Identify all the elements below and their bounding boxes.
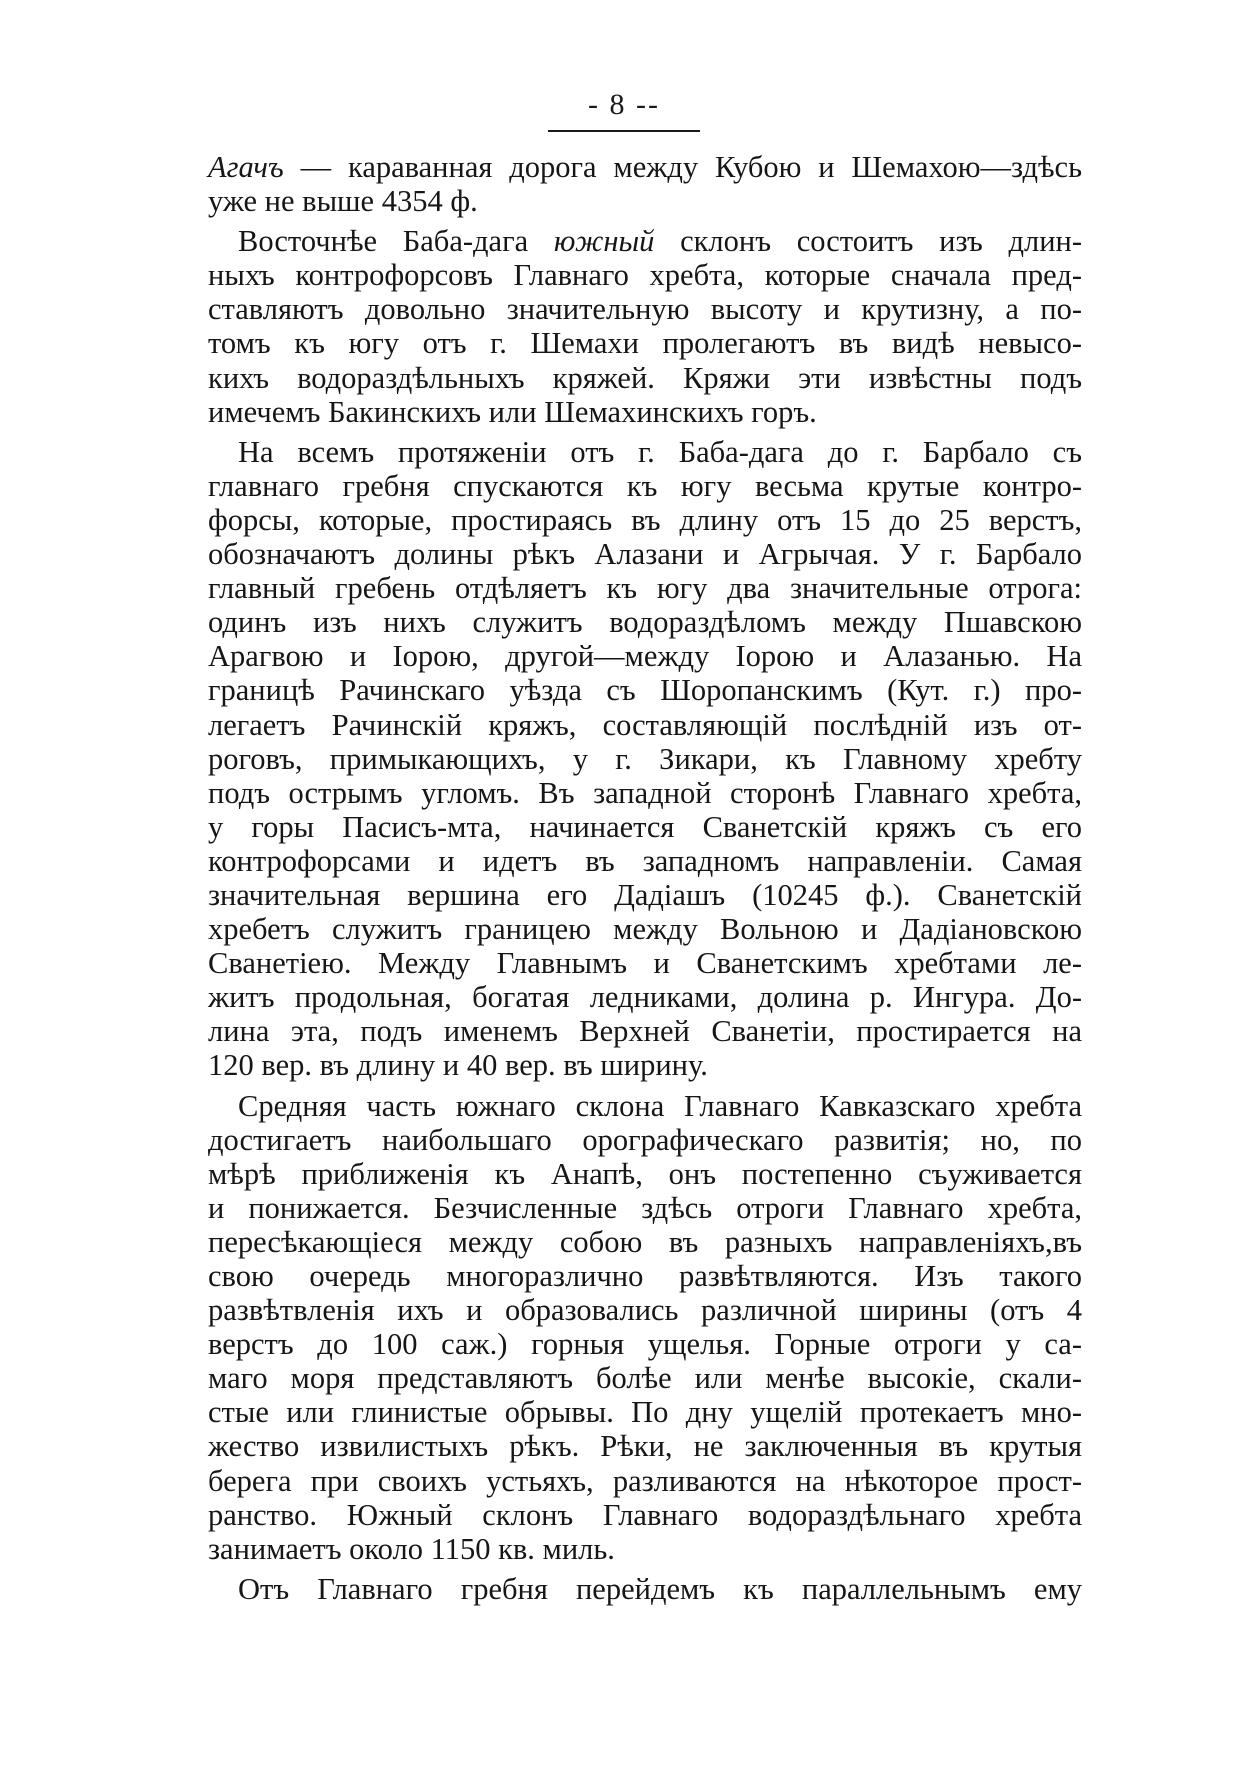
- text-line: [178, 571, 1082, 605]
- text-line: [178, 1498, 1082, 1532]
- text-line: [178, 980, 1082, 1014]
- page-header: [548, 88, 700, 132]
- line-text: главнаго гребня спускаются къ югу весьма крутые контро-: [208, 468, 1082, 503]
- text-line: [178, 844, 1082, 878]
- line-text: занимаетъ около 1150 кв. миль.: [208, 1531, 615, 1566]
- text-line: [178, 435, 1082, 469]
- line-text: житъ продольная, богатая ледниками, долина р. Ингура. До-: [208, 980, 1082, 1015]
- text-line: [178, 1395, 1082, 1429]
- line-text: кихъ водораздѣльныхъ кряжей. Кряжи эти извѣстны подъ: [208, 360, 1082, 395]
- line-text: легаетъ Рачинскій кряжъ, составляющій послѣдній изъ от-: [208, 707, 1082, 742]
- line-text: лина эта, подъ именемъ Верхней Сванетіи, простирается на: [208, 1014, 1082, 1049]
- text-line: [178, 361, 1082, 395]
- line-text: Сванетіею. Между Главнымъ и Сванетскимъ хребтами ле-: [208, 946, 1082, 981]
- text-line: [178, 1014, 1082, 1048]
- italic-term: Агачъ: [208, 150, 284, 184]
- text-line: [178, 537, 1082, 571]
- paragraph: [178, 224, 1082, 429]
- line-text: верстъ до 100 саж.) горныя ущелья. Горные отроги у са-: [208, 1327, 1082, 1362]
- text-line: [178, 1361, 1082, 1395]
- paragraph: [178, 1572, 1082, 1606]
- line-text: у горы Пасисъ-мта, начинается Сванетскій кряжъ съ его: [208, 809, 1082, 844]
- line-text: ранство. Южный склонъ Главнаго водораздѣльнаго хребта: [208, 1497, 1082, 1532]
- line-text: Средняя часть южнаго склона Главнаго Кавказскаго хребта: [238, 1088, 1082, 1123]
- text-line: [178, 639, 1082, 673]
- line-text: ставляютъ довольно значительную высоту и крутизну, а по-: [208, 292, 1082, 327]
- italic-term: южный: [553, 224, 655, 259]
- text-line: [178, 1464, 1082, 1498]
- line-text: 120 вер. въ длину и 40 вер. въ ширину.: [208, 1048, 708, 1083]
- text-line: [178, 946, 1082, 980]
- page-body-text: [178, 150, 1082, 1612]
- line-text: Арагвою и Іорою, другой—между Іорою и Алазанью. На: [208, 639, 1082, 674]
- text-line: [178, 292, 1082, 326]
- text-line: [178, 395, 1082, 429]
- text-line: [178, 224, 1082, 258]
- text-line: [178, 1293, 1082, 1327]
- line-text: томъ къ югу отъ г. Шемахи пролегаютъ въ видѣ невысо-: [208, 326, 1082, 361]
- line-text: обозначаютъ долины рѣкъ Алазани и Агрычая. У г. Барбало: [208, 537, 1082, 572]
- text-line: [178, 1123, 1082, 1157]
- text-line: [178, 878, 1082, 912]
- line-text: и понижается. Безчисленные здѣсь отроги Главнаго хребта,: [208, 1190, 1082, 1225]
- text-line: [178, 1225, 1082, 1259]
- line-text: контрофорсами и идетъ въ западномъ направленіи. Самая: [208, 843, 1082, 878]
- line-text: имечемъ Бакинскихъ или Шемахинскихъ горъ.: [208, 394, 817, 429]
- line-text: границѣ Рачинскаго уѣзда съ Шоропанскимъ (Кут. г.) про-: [208, 673, 1082, 708]
- line-text: стые или глинистые обрывы. По дну ущелій протекаетъ мно-: [208, 1395, 1082, 1430]
- text-line: [178, 776, 1082, 810]
- line-text: берега при своихъ устьяхъ, разливаются на нѣкоторое прост-: [208, 1463, 1082, 1498]
- header-rule: [548, 130, 700, 132]
- line-text: форсы, которые, простираясь въ длину отъ 15 до 25 верстъ,: [208, 502, 1082, 537]
- text-line: [178, 1532, 1082, 1566]
- text-line: [178, 1327, 1082, 1361]
- text-line: [178, 742, 1082, 776]
- line-text: значительная вершина его Дадіашъ (10245 ф.). Сванетскій: [208, 877, 1082, 912]
- text-line: [178, 1157, 1082, 1191]
- text-line: [178, 1572, 1082, 1606]
- line-text: жество извилистыхъ рѣкъ. Рѣки, не заключенныя въ крутыя: [208, 1429, 1082, 1464]
- text-line: [178, 184, 1082, 218]
- line-text: На всемъ протяженіи отъ г. Баба-дага до г. Барбало съ: [238, 434, 1082, 469]
- line-text: свою очередь многоразлично развѣтвляются. Изъ такого: [208, 1259, 1082, 1293]
- line-text: склонъ состоитъ изъ длин-: [654, 224, 1082, 259]
- line-text: подъ острымъ угломъ. Въ западной сторонѣ Главнаго хребта,: [208, 775, 1082, 810]
- text-line: [178, 708, 1082, 742]
- page-number: - 8 --: [588, 88, 660, 121]
- text-line: [178, 912, 1082, 946]
- text-line: [178, 605, 1082, 639]
- text-line: [178, 1048, 1082, 1082]
- text-line: [178, 1089, 1082, 1123]
- paragraph: [178, 1089, 1082, 1566]
- text-line: [178, 326, 1082, 360]
- text-line: [178, 469, 1082, 503]
- text-line: [178, 150, 1082, 184]
- text-line: [178, 1191, 1082, 1225]
- paragraph: [178, 150, 1082, 218]
- line-text: Отъ Главнаго гребня перейдемъ къ параллельнымъ ему: [238, 1571, 1082, 1606]
- line-text: достигаетъ наибольшаго орографическаго развитія; но, по: [208, 1122, 1082, 1157]
- line-text: одинъ изъ нихъ служитъ водораздѣломъ между Пшавскою: [208, 605, 1082, 640]
- text-line: [178, 810, 1082, 844]
- line-text: развѣтвленія ихъ и образовались различной ширины (отъ 4: [208, 1293, 1082, 1328]
- line-text: — караванная дорога между Кубою и Шемахою—здѣсь: [283, 150, 1082, 184]
- text-line: [178, 1429, 1082, 1463]
- line-text: роговъ, примыкающихъ, у г. Зикари, къ Главному хребту: [208, 741, 1082, 776]
- line-text: Восточнѣе Баба-дага: [238, 224, 554, 259]
- text-line: [178, 503, 1082, 537]
- text-line: [178, 673, 1082, 707]
- line-text: уже не выше 4354 ф.: [208, 184, 478, 219]
- line-text: ныхъ контрофорсовъ Главнаго хребта, которые сначала пред-: [208, 258, 1082, 293]
- line-text: хребетъ служитъ границею между Вольною и Дадіановскою: [208, 912, 1082, 947]
- text-line: [178, 258, 1082, 292]
- paragraph: [178, 435, 1082, 1083]
- line-text: мѣрѣ приближенія къ Анапѣ, онъ постепенно съуживается: [208, 1156, 1082, 1191]
- line-text: маго моря представляютъ болѣе или менѣе высокіе, скали-: [208, 1361, 1082, 1396]
- text-line: [178, 1259, 1082, 1293]
- line-text: пересѣкающіеся между собою въ разныхъ направленіяхъ,въ: [208, 1224, 1082, 1259]
- line-text: главный гребень отдѣляетъ къ югу два значительные отрога:: [208, 571, 1082, 606]
